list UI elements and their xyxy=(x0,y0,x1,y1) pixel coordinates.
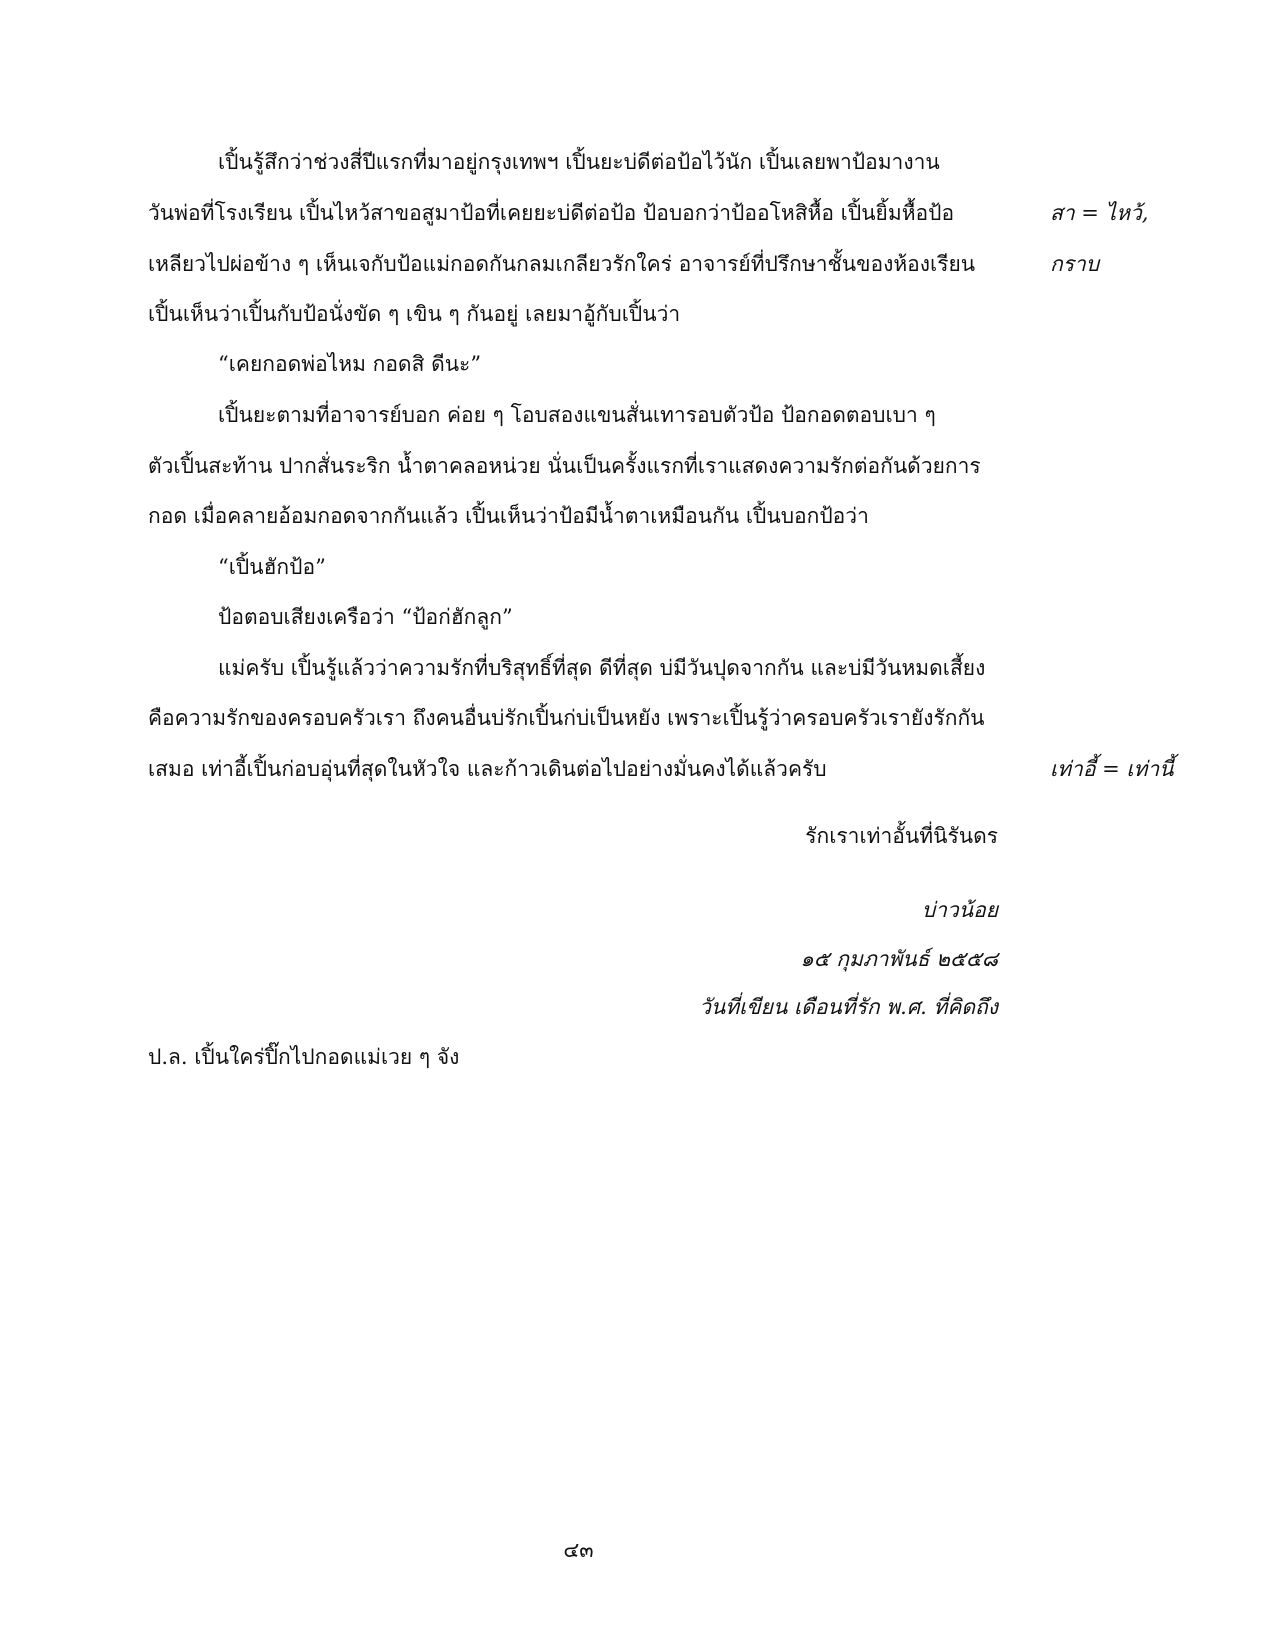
body-line: เหลียวไปผ่อข้าง ๆ เห็นเจกับป้อแม่กอดกันกลมเกลียวรักใคร่ อาจารย์ที่ปรึกษาชั้นของห้องเรียน xyxy=(148,252,976,276)
signature: บ่าวน้อย xyxy=(921,898,998,922)
margin-note: สา = ไหว้, xyxy=(1050,201,1149,225)
postscript: ป.ล. เปิ้นใคร่ปิ๊กไปกอดแม่เวย ๆ จัง xyxy=(148,1045,460,1069)
body-line: เปิ้นเห็นว่าเปิ้นกับป้อนั่งขัด ๆ เขิน ๆ กันอยู่ เลยมาอู้กับเปิ้นว่า xyxy=(148,302,681,326)
body-line: คือความรักของครอบครัวเรา ถึงคนอื่นบ่รักเปิ้นก่บ่เป็นหยัง เพราะเปิ้นรู้ว่าครอบครัวเรายังรักกัน xyxy=(148,706,985,730)
body-line: เสมอ เท่าอี้เปิ้นก่อบอุ่นที่สุดในหัวใจ และก้าวเดินต่อไปอย่างมั่นคงได้แล้วครับ xyxy=(148,757,827,781)
body-line: เปิ้นยะตามที่อาจารย์บอก ค่อย ๆ โอบสองแขนสั่นเทารอบตัวป้อ ป้อกอดตอบเบา ๆ xyxy=(218,403,936,427)
body-line: แม่ครับ เปิ้นรู้แล้วว่าความรักที่บริสุทธิ์ที่สุด ดีที่สุด บ่มีวันปุดจากกัน และบ่มีวันหมดเสี้ยง xyxy=(218,656,986,680)
body-line: กอด เมื่อคลายอ้อมกอดจากกันแล้ว เปิ้นเห็นว่าป้อมีน้ำตาเหมือนกัน เปิ้นบอกป้อว่า xyxy=(148,504,869,528)
body-line: เปิ้นรู้สึกว่าช่วงสี่ปีแรกที่มาอยู่กรุงเทพฯ เปิ้นยะบ่ดีต่อป้อไว้นัก เปิ้นเลยพาป้อมางาน xyxy=(218,150,940,174)
body-line: ตัวเปิ้นสะท้าน ปากสั่นระริก น้ำตาคลอหน่วย นั่นเป็นครั้งแรกที่เราแสดงความรักต่อกันด้วยการ xyxy=(148,454,981,478)
body-line: ป้อตอบเสียงเครือว่า “ป้อก่ฮักลูก” xyxy=(218,605,513,629)
valediction: รักเราเท่าอั้นที่นิรันดร xyxy=(805,824,998,848)
body-line: “เปิ้นฮักป้อ” xyxy=(218,555,326,579)
page-number: ๔๓ xyxy=(563,1538,594,1562)
body-line: “เคยกอดพ่อไหม กอดสิ ดีนะ” xyxy=(218,352,482,376)
date-label: วันที่เขียน เดือนที่รัก พ.ศ. ที่คิดถึง xyxy=(699,995,998,1019)
body-line: วันพ่อที่โรงเรียน เปิ้นไหว้สาขอสูมาป้อที่เคยยะบ่ดีต่อป้อ ป้อบอกว่าป้ออโหสิหื้อ เปิ้นยิ้มหื้อป้อ xyxy=(148,201,955,225)
letter-date: ๑๕ กุมภาพันธ์ ๒๕๕๘ xyxy=(800,947,998,971)
margin-note: เท่าอี้ = เท่านี้ xyxy=(1050,757,1174,781)
margin-note: กราบ xyxy=(1050,252,1100,276)
